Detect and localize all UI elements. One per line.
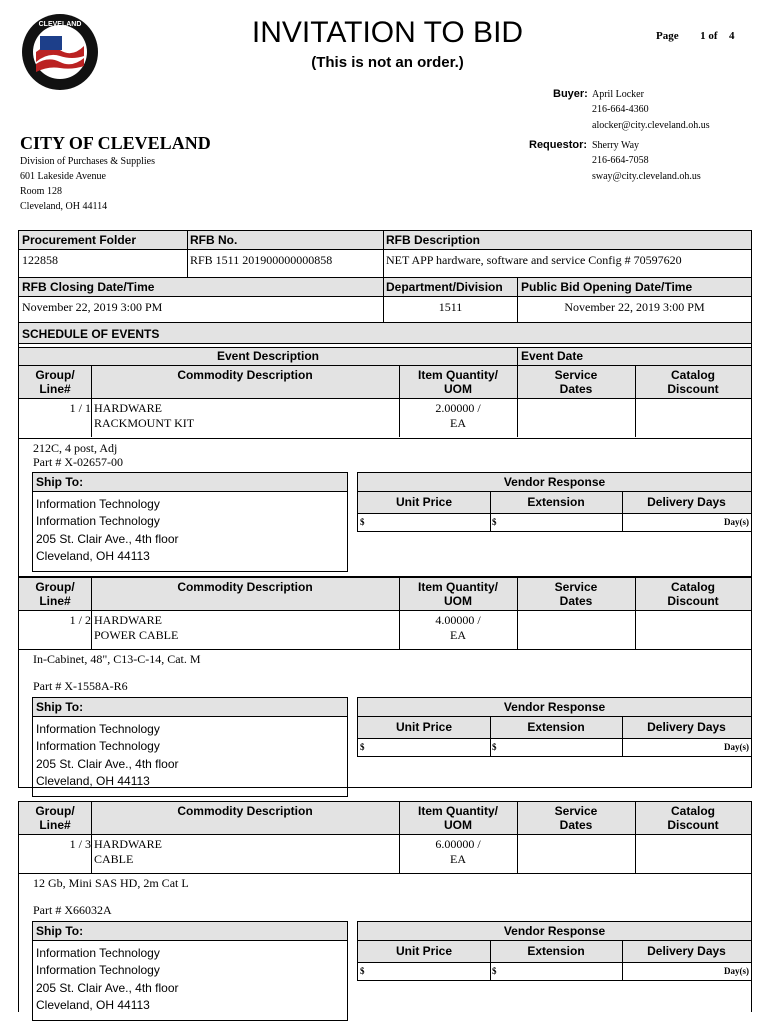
line-header: Line# bbox=[39, 594, 71, 608]
divider bbox=[358, 962, 751, 963]
commodity-line-2: RACKMOUNT KIT bbox=[94, 416, 195, 430]
item-description-area bbox=[18, 874, 752, 1012]
svg-text:CLEVELAND: CLEVELAND bbox=[38, 21, 82, 28]
commodity-line-1: HARDWARE bbox=[94, 837, 162, 851]
rfb-no-label: RFB No. bbox=[190, 233, 238, 247]
closing-date-value: November 22, 2019 3:00 PM bbox=[22, 300, 163, 314]
page-total: 4 bbox=[729, 30, 735, 42]
unit-price-header: Unit Price bbox=[395, 720, 452, 734]
delivery-days-header: Delivery Days bbox=[647, 944, 726, 958]
line-item-block bbox=[18, 577, 752, 788]
unit-price-input[interactable]: $ bbox=[360, 742, 365, 752]
ship-to-label: Ship To: bbox=[36, 475, 84, 489]
item-part-number: Part # X-1558A-R6 bbox=[33, 679, 128, 693]
uom-value: EA bbox=[450, 416, 466, 430]
commodity-line-1: HARDWARE bbox=[94, 613, 162, 627]
opening-date-label: Public Bid Opening Date/Time bbox=[521, 280, 693, 294]
line-number: 1 / 1 bbox=[69, 401, 91, 415]
line-number: 1 / 3 bbox=[69, 837, 91, 851]
ship-to-box bbox=[32, 697, 348, 797]
ship-to-line-4: Cleveland, OH 44113 bbox=[36, 998, 150, 1012]
divider bbox=[19, 834, 751, 835]
org-name: CITY OF CLEVELAND bbox=[20, 133, 211, 153]
service-header: Service bbox=[554, 580, 598, 594]
org-address-2: Room 128 bbox=[20, 186, 62, 197]
item-description: 212C, 4 post, Adj bbox=[33, 441, 118, 455]
discount-header: Discount bbox=[667, 382, 719, 396]
service-header: Service bbox=[554, 368, 598, 382]
uom-header: UOM bbox=[444, 382, 472, 396]
extension-header: Extension bbox=[527, 720, 585, 734]
delivery-days-input[interactable]: Day(s) bbox=[724, 966, 749, 976]
uom-value: EA bbox=[450, 628, 466, 642]
commodity-header: Commodity Description bbox=[177, 368, 313, 382]
quantity-header: Item Quantity/ bbox=[417, 804, 498, 818]
group-header: Group/ bbox=[35, 804, 75, 818]
quantity-value: 2.00000 / bbox=[435, 401, 481, 415]
group-header: Group/ bbox=[35, 580, 75, 594]
extension-header: Extension bbox=[527, 944, 585, 958]
line-item-block bbox=[18, 366, 752, 577]
commodity-line-1: HARDWARE bbox=[94, 401, 162, 415]
delivery-days-input[interactable]: Day(s) bbox=[724, 742, 749, 752]
ship-to-label: Ship To: bbox=[36, 700, 84, 714]
divider bbox=[33, 491, 347, 492]
page-label: Page bbox=[656, 30, 679, 42]
org-address-1: 601 Lakeside Avenue bbox=[20, 171, 106, 182]
buyer-email: alocker@city.cleveland.oh.us bbox=[592, 120, 710, 131]
discount-header: Discount bbox=[667, 594, 719, 608]
line-number: 1 / 2 bbox=[69, 613, 91, 627]
catalog-header: Catalog bbox=[670, 804, 715, 818]
rfb-no-value: RFB 1511 201900000000858 bbox=[190, 253, 333, 267]
rfb-description-value: NET APP hardware, software and service Config # 70597620 bbox=[386, 253, 682, 267]
schedule-title: SCHEDULE OF EVENTS bbox=[22, 327, 160, 341]
vendor-response-label: Vendor Response bbox=[503, 924, 606, 938]
divider bbox=[19, 398, 751, 399]
procurement-folder-value: 122858 bbox=[22, 253, 58, 267]
ship-to-line-4: Cleveland, OH 44113 bbox=[36, 549, 150, 563]
line-item-table bbox=[18, 577, 752, 650]
item-description: 12 Gb, Mini SAS HD, 2m Cat L bbox=[33, 876, 189, 890]
extension-input[interactable]: $ bbox=[492, 517, 497, 527]
item-description-area bbox=[18, 439, 752, 577]
uom-value: EA bbox=[450, 852, 466, 866]
quantity-header: Item Quantity/ bbox=[417, 580, 498, 594]
buyer-phone: 216-664-4360 bbox=[592, 104, 649, 115]
uom-header: UOM bbox=[444, 594, 472, 608]
delivery-days-header: Delivery Days bbox=[647, 720, 726, 734]
closing-date-label: RFB Closing Date/Time bbox=[22, 280, 155, 294]
ship-to-box bbox=[32, 472, 348, 572]
extension-input[interactable]: $ bbox=[492, 742, 497, 752]
divider bbox=[358, 491, 751, 492]
divider bbox=[19, 610, 751, 611]
buyer-label: Buyer: bbox=[553, 88, 588, 100]
ship-to-line-2: Information Technology bbox=[36, 963, 160, 977]
requestor-name: Sherry Way bbox=[592, 140, 640, 151]
uom-header: UOM bbox=[444, 818, 472, 832]
vendor-response-box bbox=[357, 697, 752, 757]
ship-to-line-2: Information Technology bbox=[36, 514, 160, 528]
ship-to-line-4: Cleveland, OH 44113 bbox=[36, 774, 150, 788]
line-header: Line# bbox=[39, 382, 71, 396]
page-counter bbox=[656, 30, 735, 42]
catalog-header: Catalog bbox=[670, 368, 715, 382]
page-title: INVITATION TO BID bbox=[251, 16, 524, 49]
requestor-label: Requestor: bbox=[529, 139, 588, 151]
vendor-response-label: Vendor Response bbox=[503, 475, 606, 489]
ship-to-line-3: 205 St. Clair Ave., 4th floor bbox=[36, 532, 179, 546]
vendor-response-box bbox=[357, 921, 752, 981]
divider bbox=[33, 940, 347, 941]
divider bbox=[358, 738, 751, 739]
page-subtitle: (This is not an order.) bbox=[311, 54, 464, 71]
item-description: In-Cabinet, 48", C13-C-14, Cat. M bbox=[33, 652, 201, 666]
ship-to-box bbox=[32, 921, 348, 1021]
service-header: Service bbox=[554, 804, 598, 818]
dates-header: Dates bbox=[559, 594, 593, 608]
extension-header: Extension bbox=[527, 495, 585, 509]
commodity-header: Commodity Description bbox=[177, 804, 313, 818]
summary-table bbox=[18, 230, 752, 323]
ship-to-line-2: Information Technology bbox=[36, 739, 160, 753]
vendor-response-box bbox=[357, 472, 752, 532]
delivery-days-input[interactable]: Day(s) bbox=[724, 517, 749, 527]
group-header: Group/ bbox=[35, 368, 75, 382]
unit-price-header: Unit Price bbox=[395, 495, 452, 509]
page-number: 1 bbox=[700, 30, 706, 42]
commodity-line-2: CABLE bbox=[94, 852, 134, 866]
requestor-phone: 216-664-7058 bbox=[592, 155, 649, 166]
line-item-block bbox=[18, 801, 752, 1024]
quantity-header: Item Quantity/ bbox=[417, 368, 498, 382]
quantity-value: 4.00000 / bbox=[435, 613, 481, 627]
catalog-header: Catalog bbox=[670, 580, 715, 594]
delivery-days-header: Delivery Days bbox=[647, 495, 726, 509]
requestor-email: sway@city.cleveland.oh.us bbox=[592, 171, 701, 182]
city-seal-logo bbox=[20, 12, 100, 92]
ship-to-label: Ship To: bbox=[36, 924, 84, 938]
unit-price-header: Unit Price bbox=[395, 944, 452, 958]
line-item-table bbox=[18, 801, 752, 874]
commodity-header: Commodity Description bbox=[177, 580, 313, 594]
event-date-header: Event Date bbox=[521, 349, 584, 363]
ship-to-line-3: 205 St. Clair Ave., 4th floor bbox=[36, 757, 179, 771]
divider bbox=[33, 716, 347, 717]
line-header: Line# bbox=[39, 818, 71, 832]
org-address-3: Cleveland, OH 44114 bbox=[20, 201, 108, 212]
rfb-description-label: RFB Description bbox=[386, 233, 481, 247]
opening-date-value: November 22, 2019 3:00 PM bbox=[564, 300, 705, 314]
unit-price-input[interactable]: $ bbox=[360, 966, 365, 976]
divider bbox=[358, 940, 751, 941]
page-of: of bbox=[708, 30, 718, 42]
discount-header: Discount bbox=[667, 818, 719, 832]
line-item-table bbox=[18, 366, 752, 439]
dates-header: Dates bbox=[559, 818, 593, 832]
ship-to-line-1: Information Technology bbox=[36, 497, 160, 511]
department-label: Department/Division bbox=[386, 280, 503, 294]
ship-to-line-3: 205 St. Clair Ave., 4th floor bbox=[36, 981, 179, 995]
ship-to-line-1: Information Technology bbox=[36, 946, 160, 960]
ship-to-line-1: Information Technology bbox=[36, 722, 160, 736]
item-part-number: Part # X66032A bbox=[33, 903, 112, 917]
dates-header: Dates bbox=[559, 382, 593, 396]
divider bbox=[358, 513, 751, 514]
schedule-of-events bbox=[18, 323, 752, 366]
unit-price-input[interactable]: $ bbox=[360, 517, 365, 527]
extension-input[interactable]: $ bbox=[492, 966, 497, 976]
commodity-line-2: POWER CABLE bbox=[94, 628, 179, 642]
org-division: Division of Purchases & Supplies bbox=[20, 156, 155, 167]
quantity-value: 6.00000 / bbox=[435, 837, 481, 851]
item-part-number: Part # X-02657-00 bbox=[33, 455, 123, 469]
buyer-name: April Locker bbox=[592, 89, 644, 100]
divider bbox=[358, 716, 751, 717]
procurement-folder-label: Procurement Folder bbox=[22, 233, 137, 247]
department-value: 1511 bbox=[438, 300, 463, 314]
vendor-response-label: Vendor Response bbox=[503, 700, 606, 714]
event-description-header: Event Description bbox=[216, 349, 320, 363]
item-description-area bbox=[18, 650, 752, 788]
